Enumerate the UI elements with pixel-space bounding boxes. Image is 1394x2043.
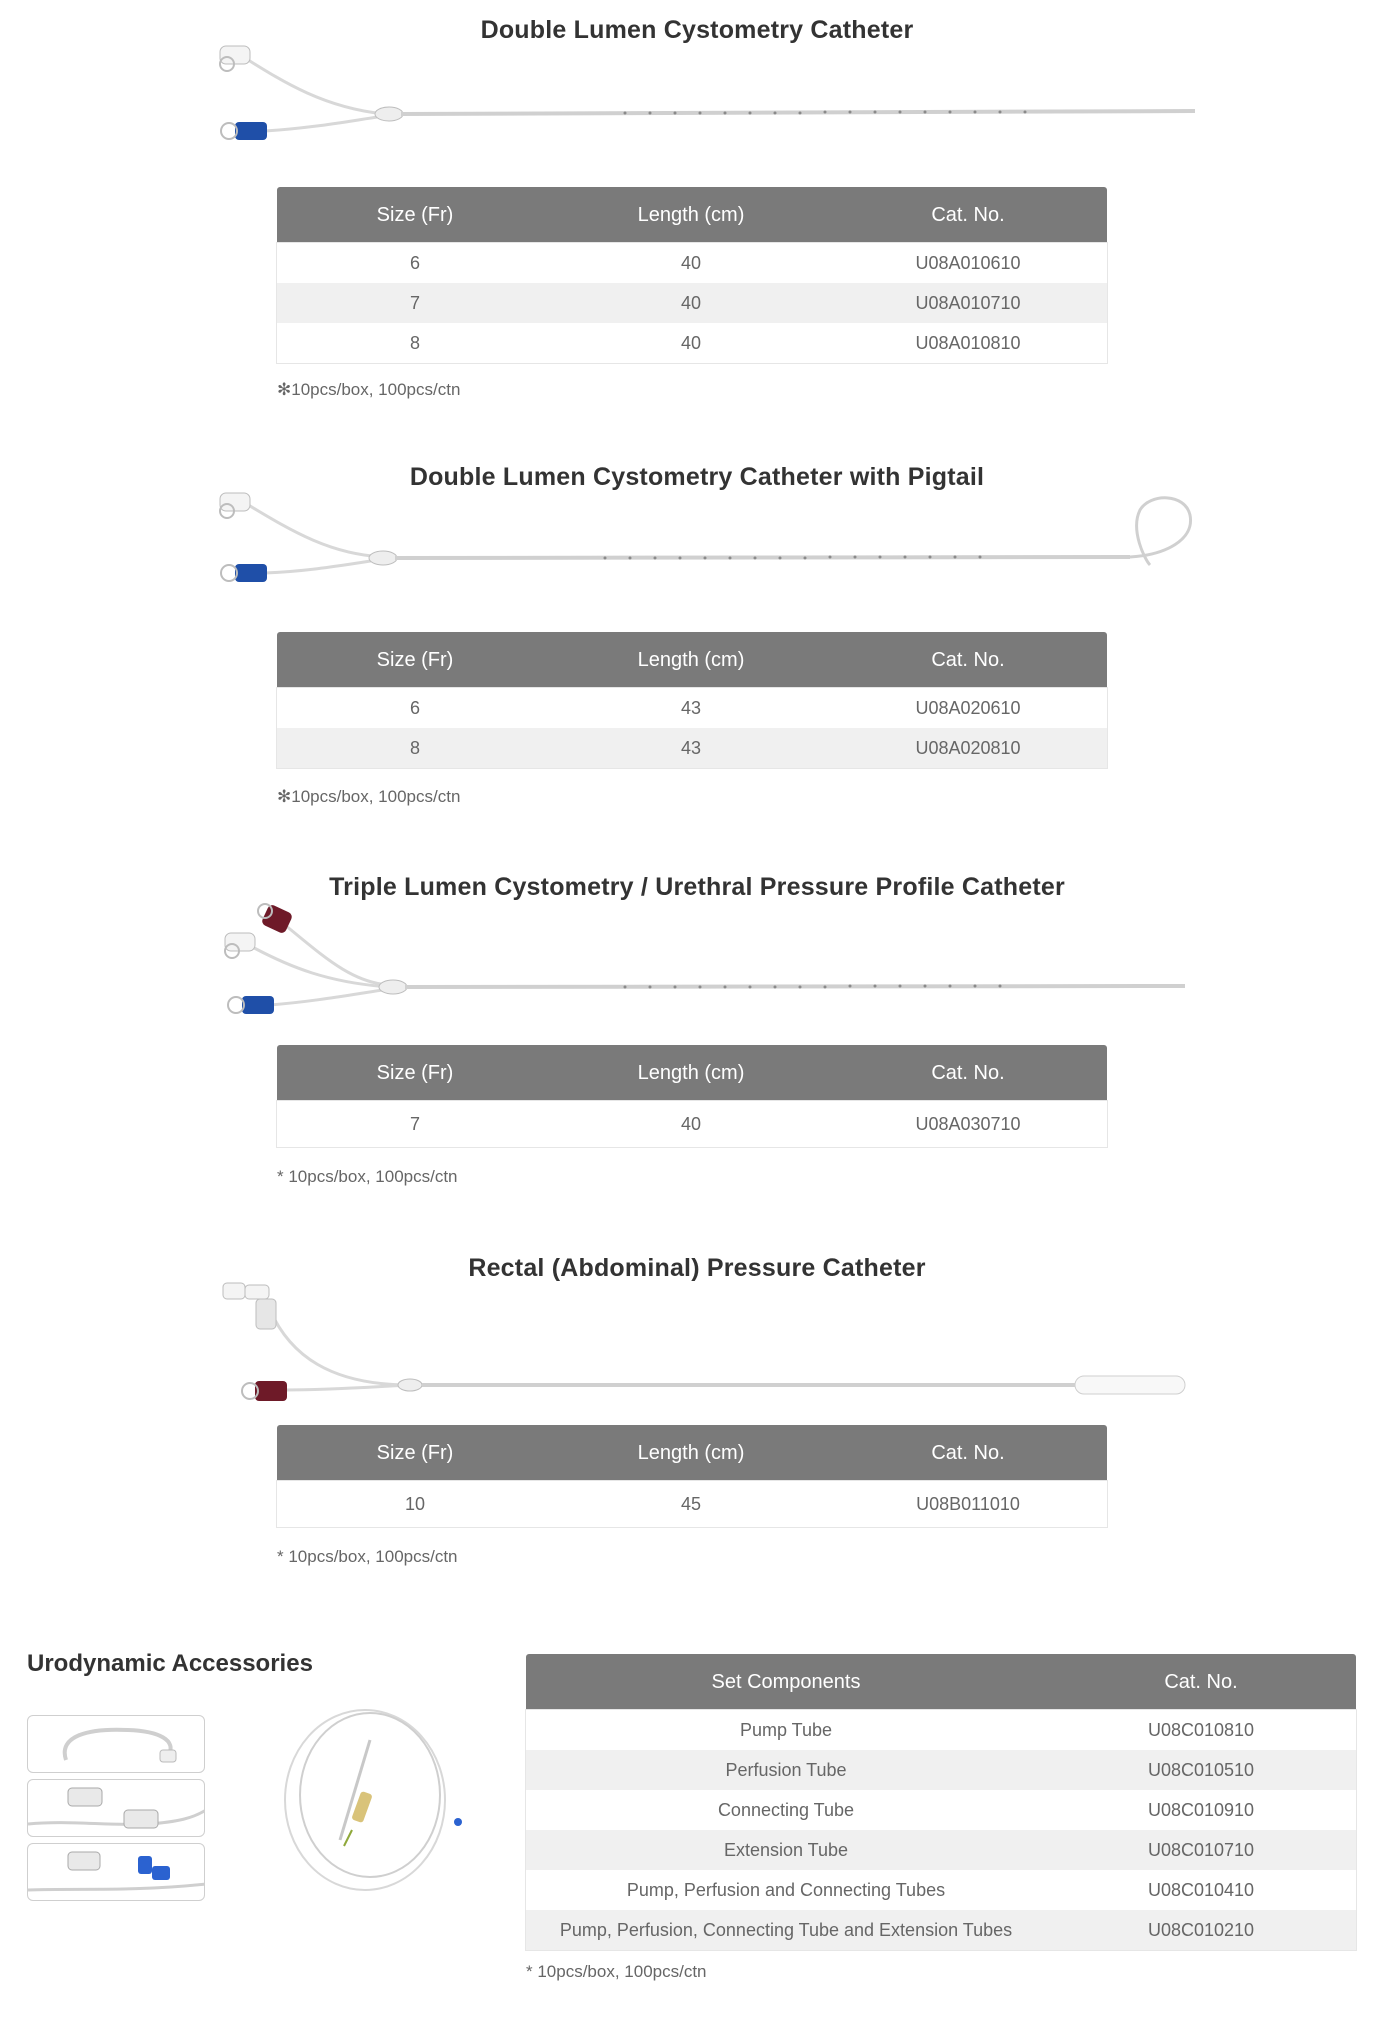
cell-component: Perfusion Tube [526,1750,1046,1790]
table-row [526,1710,1356,1750]
table-row [277,243,1107,283]
cell-cat-no: U08C010510 [1046,1750,1356,1790]
cell-cat-no: U08B011010 [829,1481,1107,1527]
cell-length: 43 [553,728,829,768]
cell-size: 7 [277,1101,553,1147]
table-row [277,323,1107,363]
header-size: Size (Fr) [277,1045,553,1101]
table-row [277,728,1107,768]
header-length: Length (cm) [553,1425,829,1481]
accessory-set-image [270,1700,470,1900]
accessories-table [526,1654,1356,1950]
cell-cat-no: U08C010910 [1046,1790,1356,1830]
packaging-note: * 10pcs/box, 100pcs/ctn [277,1167,458,1186]
cell-cat-no: U08A010610 [829,243,1107,283]
cell-cat-no: U08C010410 [1046,1870,1356,1910]
cell-length: 40 [553,323,829,363]
cell-component: Pump, Perfusion, Connecting Tube and Extension Tubes [526,1910,1046,1950]
accessories-packaging-note: * 10pcs/box, 100pcs/ctn [526,1962,707,1981]
cell-size: 8 [277,728,553,768]
product-title-rectal: Rectal (Abdominal) Pressure Catheter [468,1254,926,1282]
cell-cat-no: U08C010810 [1046,1710,1356,1750]
cell-size: 7 [277,283,553,323]
pump-tube-thumbnail [27,1715,205,1773]
cell-size: 10 [277,1481,553,1527]
cell-component: Pump Tube [526,1710,1046,1750]
packaging-note: * 10pcs/box, 100pcs/ctn [277,1547,458,1566]
cell-size: 8 [277,323,553,363]
cell-length: 43 [553,688,829,728]
cell-cat-no: U08A010810 [829,323,1107,363]
packaging-note: ✻10pcs/box, 100pcs/ctn [277,380,461,399]
table-row [526,1910,1356,1950]
triple-lumen-catheter-image [210,893,1200,1043]
header-size: Size (Fr) [277,1425,553,1481]
cell-cat-no: U08A010710 [829,283,1107,323]
product-title-double-lumen: Double Lumen Cystometry Catheter [480,16,914,44]
cell-cat-no: U08A030710 [829,1101,1107,1147]
table-row [277,1101,1107,1147]
table-row [526,1830,1356,1870]
packaging-note: ✻10pcs/box, 100pcs/ctn [277,787,461,806]
header-cat-no: Cat. No. [829,1045,1107,1101]
table-row [277,688,1107,728]
table-row [277,283,1107,323]
product-title-triple-lumen: Triple Lumen Cystometry / Urethral Pressure Profile Catheter [329,873,1065,901]
double-lumen-catheter-image [205,38,1205,158]
cell-component: Extension Tube [526,1830,1046,1870]
cell-size: 6 [277,243,553,283]
header-length: Length (cm) [553,1045,829,1101]
cell-length: 40 [553,1101,829,1147]
product-title-pigtail: Double Lumen Cystometry Catheter with Pigtail [409,463,985,491]
perfusion-tube-image [28,1780,205,1837]
header-size: Size (Fr) [277,187,553,243]
spec-table-rectal [277,1425,1107,1527]
header-cat-no: Cat. No. [1046,1654,1356,1710]
cell-cat-no: U08A020810 [829,728,1107,768]
table-row [526,1790,1356,1830]
perfusion-tube-thumbnail [27,1779,205,1837]
pigtail-catheter-image [205,485,1205,600]
spec-table-double-lumen [277,187,1107,363]
header-length: Length (cm) [553,632,829,688]
cell-cat-no: U08C010210 [1046,1910,1356,1950]
cell-length: 40 [553,243,829,283]
cell-cat-no: U08A020610 [829,688,1107,728]
table-row [526,1870,1356,1910]
spec-table-pigtail [277,632,1107,768]
header-cat-no: Cat. No. [829,632,1107,688]
spec-table-triple-lumen [277,1045,1107,1147]
pump-tube-image [28,1716,205,1773]
connecting-tube-thumbnail [27,1843,205,1901]
rectal-catheter-image [210,1275,1200,1415]
header-cat-no: Cat. No. [829,1425,1107,1481]
cell-component: Pump, Perfusion and Connecting Tubes [526,1870,1046,1910]
cell-cat-no: U08C010710 [1046,1830,1356,1870]
accessories-title: Urodynamic Accessories [27,1650,313,1677]
cell-size: 6 [277,688,553,728]
cell-component: Connecting Tube [526,1790,1046,1830]
cell-length: 45 [553,1481,829,1527]
header-length: Length (cm) [553,187,829,243]
table-row [277,1481,1107,1527]
connecting-tube-image [28,1844,205,1901]
table-row [526,1750,1356,1790]
header-size: Size (Fr) [277,632,553,688]
header-cat-no: Cat. No. [829,187,1107,243]
cell-length: 40 [553,283,829,323]
header-set-components: Set Components [526,1654,1046,1710]
